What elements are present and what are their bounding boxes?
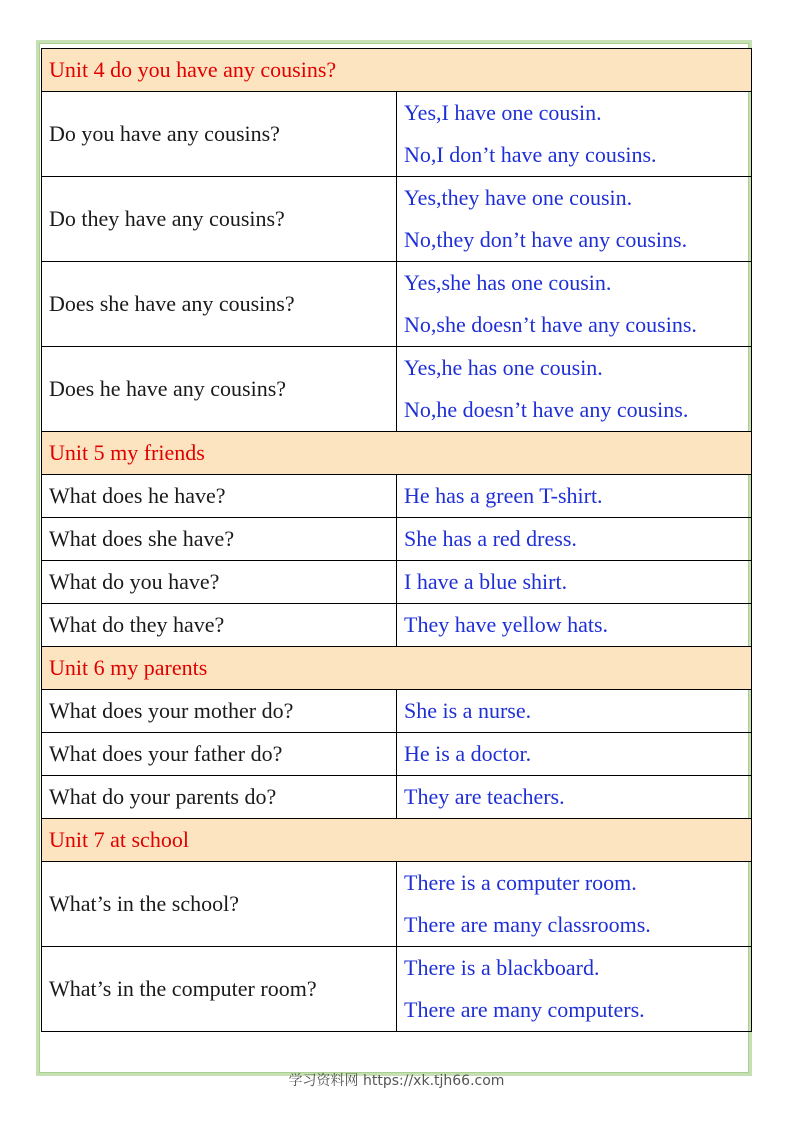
answer-cell <box>397 92 752 177</box>
answer-cell <box>397 347 752 432</box>
table-row <box>42 733 752 776</box>
table-row <box>42 862 752 947</box>
answer-line: Yes,they have one cousin. <box>404 185 633 210</box>
table-row <box>42 475 752 518</box>
unit-title: Unit 7 at school <box>42 819 752 862</box>
answer-line: Yes,I have one cousin. <box>404 100 602 125</box>
question-cell: What does he have? <box>42 475 397 518</box>
question-cell: What does your father do? <box>42 733 397 776</box>
table-row <box>42 947 752 1032</box>
question-cell: Does she have any cousins? <box>42 262 397 347</box>
unit-header-row <box>42 819 752 862</box>
question-cell: What do your parents do? <box>42 776 397 819</box>
unit-header-row <box>42 647 752 690</box>
table-row <box>42 347 752 432</box>
unit-header-row <box>42 49 752 92</box>
unit-title: Unit 5 my friends <box>42 432 752 475</box>
answer-cell <box>397 262 752 347</box>
table-row <box>42 776 752 819</box>
answer-line: Yes,she has one cousin. <box>404 270 612 295</box>
unit-title: Unit 6 my parents <box>42 647 752 690</box>
answer-line: No,he doesn’t have any cousins. <box>404 397 689 422</box>
question-cell: What’s in the school? <box>42 862 397 947</box>
question-cell: Do they have any cousins? <box>42 177 397 262</box>
table-row <box>42 604 752 647</box>
table-row <box>42 177 752 262</box>
answer-cell <box>397 862 752 947</box>
question-cell: What do you have? <box>42 561 397 604</box>
question-cell: What does your mother do? <box>42 690 397 733</box>
footer-watermark: 学习资料网 https://xk.tjh66.com <box>288 1073 505 1089</box>
answer-line: Yes,he has one cousin. <box>404 355 603 380</box>
answer-cell: They have yellow hats. <box>397 604 752 647</box>
answer-line: There is a blackboard. <box>404 955 600 980</box>
answer-cell <box>397 947 752 1032</box>
unit-header-row <box>42 432 752 475</box>
question-cell: What do they have? <box>42 604 397 647</box>
table-row <box>42 262 752 347</box>
table-row <box>42 518 752 561</box>
answer-cell: She has a red dress. <box>397 518 752 561</box>
answer-line: No,I don’t have any cousins. <box>404 142 657 167</box>
answer-cell <box>397 177 752 262</box>
answer-cell: He has a green T-shirt. <box>397 475 752 518</box>
answer-line: There are many computers. <box>404 997 645 1022</box>
answer-cell: He is a doctor. <box>397 733 752 776</box>
question-cell: What does she have? <box>42 518 397 561</box>
answer-cell: I have a blue shirt. <box>397 561 752 604</box>
table-row <box>42 561 752 604</box>
answer-cell: She is a nurse. <box>397 690 752 733</box>
question-cell: Does he have any cousins? <box>42 347 397 432</box>
answer-cell: They are teachers. <box>397 776 752 819</box>
table-row <box>42 690 752 733</box>
answer-line: No,she doesn’t have any cousins. <box>404 312 697 337</box>
answer-line: No,they don’t have any cousins. <box>404 227 688 252</box>
question-cell: Do you have any cousins? <box>42 92 397 177</box>
question-cell: What’s in the computer room? <box>42 947 397 1032</box>
answer-line: There are many classrooms. <box>404 912 651 937</box>
answer-line: There is a computer room. <box>404 870 637 895</box>
vocabulary-table <box>41 48 752 1032</box>
table-row <box>42 92 752 177</box>
unit-title: Unit 4 do you have any cousins? <box>42 49 752 92</box>
